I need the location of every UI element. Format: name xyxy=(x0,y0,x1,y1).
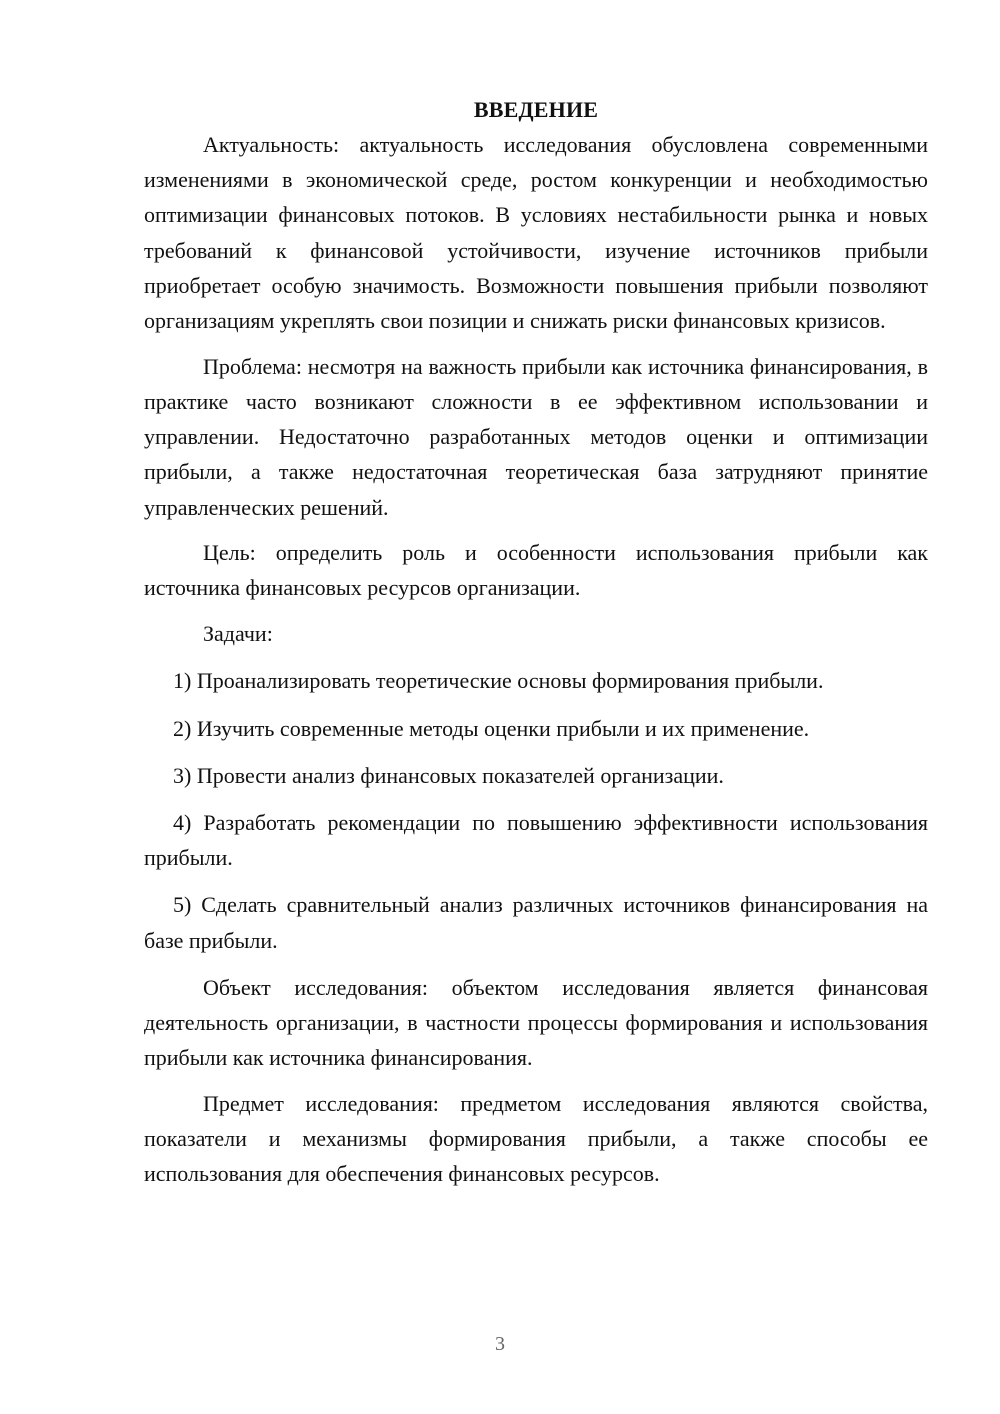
section-title: ВВЕДЕНИЕ xyxy=(473,97,599,122)
page-content xyxy=(144,92,928,1191)
relevance-paragraph: Актуальность: актуальность исследования обусловлена современными изменениями в экономической среде, ростом конкуренции и необходимостью оптимизации финансовых потоков. В условиях нестабильности рынка и новых требований к финансовой устойчивости, изучение источников прибыли приобретает особую значимость. Возможности повышения прибыли позволяют организациям укреплять свои позиции и снижать риски финансовых кризисов. xyxy=(144,132,928,334)
task-item-4: 4) Разработать рекомендации по повышению эффективности использования прибыли. xyxy=(144,809,928,871)
problem-paragraph: Проблема: несмотря на важность прибыли как источника финансирования, в практике часто возникают сложности в ее эффективном использовании и управлении. Недостаточно разработанных методов оценки и оптимизации прибыли, а также недостаточная теоретическая база затрудняют принятие управленческих решений. xyxy=(144,353,928,520)
task-item-3: 3) Провести анализ финансовых показателей организации. xyxy=(173,762,724,788)
task-item-1: 1) Проанализировать теоретические основы формирования прибыли. xyxy=(173,668,824,694)
object-paragraph: Объект исследования: объектом исследования является финансовая деятельность организации, в частности процессы формирования и использования прибыли как источника финансирования. xyxy=(144,974,928,1071)
page-number: 3 xyxy=(495,1333,505,1355)
tasks-heading: Задачи: xyxy=(203,621,273,647)
task-item-2: 2) Изучить современные методы оценки прибыли и их применение. xyxy=(173,715,810,741)
goal-paragraph: Цель: определить роль и особенности использования прибыли как источника финансовых ресурсов организации. xyxy=(144,540,928,601)
subject-paragraph: Предмет исследования: предметом исследования являются свойства, показатели и механизмы формирования прибыли, а также способы ее использования для обеспечения финансовых ресурсов. xyxy=(144,1090,928,1187)
task-item-5: 5) Сделать сравнительный анализ различных источников финансирования на базе прибыли. xyxy=(144,892,928,953)
